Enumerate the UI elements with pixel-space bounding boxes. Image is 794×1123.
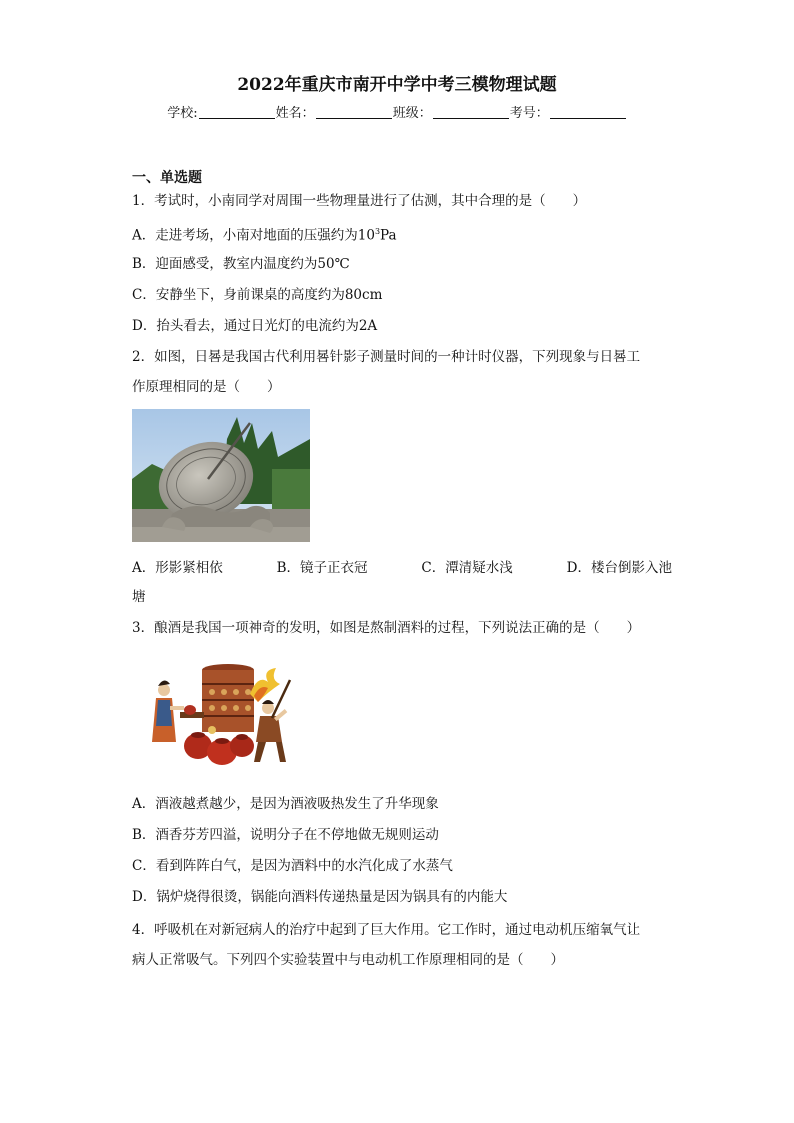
q2-option-d-wrap: 塘 bbox=[132, 589, 146, 605]
wine-brewing-illustration bbox=[150, 662, 295, 770]
name-blank[interactable] bbox=[316, 106, 392, 119]
q4-stem-line1: 4．呼吸机在对新冠病人的治疗中起到了巨大作用。它工作时，通过电动机压缩氧气让 bbox=[132, 922, 641, 938]
q2-stem-line2: 作原理相同的是（ ） bbox=[132, 379, 281, 395]
q3-option-a: A．酒液越煮越少，是因为酒液吸热发生了升华现象 bbox=[132, 796, 439, 812]
q1-option-d: D．抬头看去，通过日光灯的电流约为2A bbox=[132, 318, 378, 334]
q1-option-a bbox=[132, 222, 397, 246]
school-blank[interactable] bbox=[199, 106, 275, 119]
q2-option-b: B．镜子正衣冠 bbox=[276, 560, 368, 576]
q3-stem: 3．酿酒是我国一项神奇的发明，如图是熬制酒料的过程，下列说法正确的是（ ） bbox=[132, 620, 641, 636]
exam-title: 2022年重庆市南开中学中考三模物理试题 bbox=[237, 75, 557, 95]
q2-options-row bbox=[132, 556, 672, 576]
exam-no-blank[interactable] bbox=[550, 106, 626, 119]
q1-option-a-text: A．走进考场，小南对地面的压强约为10 bbox=[132, 227, 375, 244]
sundial-photo bbox=[132, 409, 310, 542]
name-label: 姓名： bbox=[275, 106, 315, 121]
student-info-line bbox=[0, 102, 794, 121]
q3-option-b: B．酒香芬芳四溢，说明分子在不停地做无规则运动 bbox=[132, 827, 439, 843]
q1-option-c: C．安静坐下，身前课桌的高度约为80cm bbox=[132, 287, 383, 303]
section-title: 一、单选题 bbox=[132, 170, 202, 186]
q1-option-b: B．迎面感受，教室内温度约为50℃ bbox=[132, 256, 350, 272]
school-label: 学校: bbox=[167, 106, 198, 121]
class-label: 班级： bbox=[392, 106, 432, 121]
class-blank[interactable] bbox=[433, 106, 509, 119]
q1-option-a-unit: Pa bbox=[380, 227, 397, 244]
q2-option-c: C．潭清疑水浅 bbox=[421, 560, 513, 576]
q1-option-a-exponent: 3 bbox=[374, 227, 381, 236]
q1-stem: 1．考试时，小南同学对周围一些物理量进行了估测，其中合理的是（ ） bbox=[132, 193, 587, 209]
q4-stem-line2: 病人正常吸气。下列四个实验装置中与电动机工作原理相同的是（ ） bbox=[132, 952, 564, 968]
q3-option-c: C．看到阵阵白气，是因为酒料中的水汽化成了水蒸气 bbox=[132, 858, 453, 874]
q2-stem-line1: 2．如图，日晷是我国古代利用晷针影子测量时间的一种计时仪器，下列现象与日晷工 bbox=[132, 349, 641, 365]
q2-option-a: A．形影紧相依 bbox=[132, 560, 223, 576]
q3-option-d: D．锅炉烧得很烫，锅能向酒料传递热量是因为锅具有的内能大 bbox=[132, 889, 508, 905]
exam-no-label: 考号： bbox=[509, 106, 549, 121]
q2-option-d: D．楼台倒影入池 bbox=[566, 560, 672, 576]
